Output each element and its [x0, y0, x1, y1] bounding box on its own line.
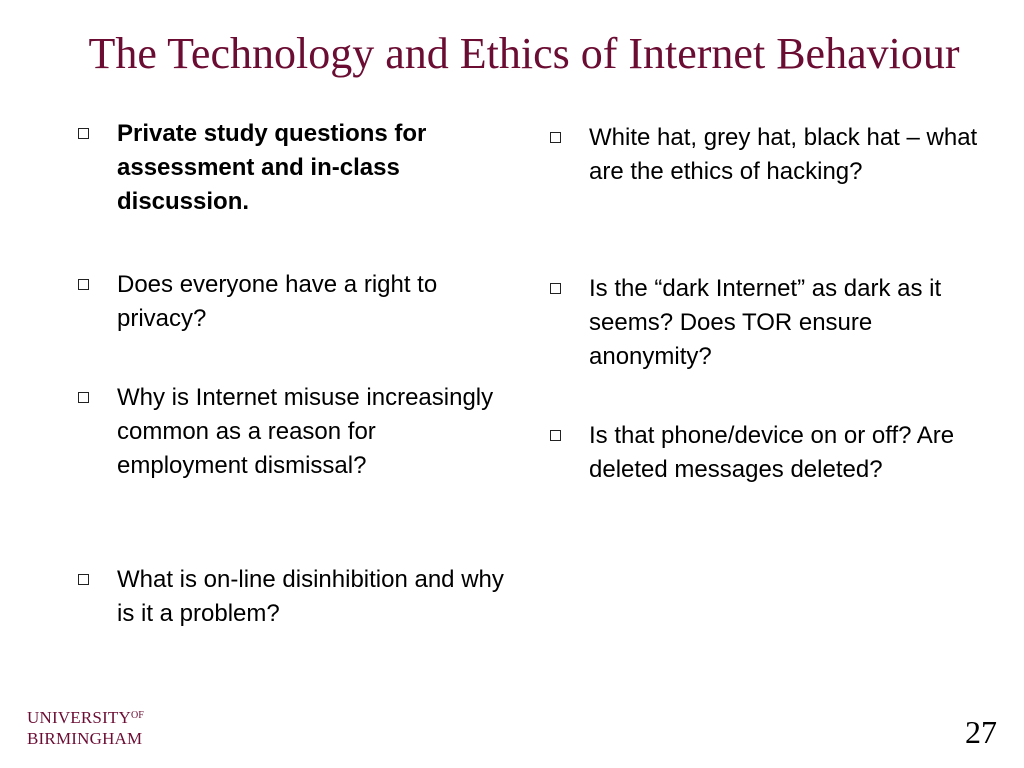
bullet-text: Private study questions for assessment and in-class discussion.	[117, 120, 427, 215]
hollow-square-icon	[78, 128, 89, 139]
bullet-text: White hat, grey hat, black hat – what are the ethics of hacking?	[589, 124, 978, 185]
bullet-text: Is the “dark Internet” as dark as it seems? Does TOR ensure anonymity?	[589, 275, 942, 370]
hollow-square-icon	[550, 132, 561, 143]
hollow-square-icon	[78, 279, 89, 290]
bullet-text: Does everyone have a right to privacy?	[117, 271, 438, 332]
bullet-text: What is on-line disinhibition and why is it a problem?	[117, 566, 504, 627]
bullet-text: Is that phone/device on or off? Are deleted messages deleted?	[589, 422, 955, 483]
hollow-square-icon	[78, 392, 89, 403]
logo-of: OF	[131, 710, 144, 721]
hollow-square-icon	[550, 283, 561, 294]
logo-line-university: UNIVERSITY	[27, 708, 131, 727]
page-number: 27	[965, 714, 997, 750]
hollow-square-icon	[78, 574, 89, 585]
slide-title: The Technology and Ethics of Internet Behaviour	[88, 29, 960, 78]
university-logo	[27, 709, 144, 748]
logo-line-birmingham: BIRMINGHAM	[27, 729, 143, 748]
bullet-text: Why is Internet misuse increasingly common as a reason for employment dismissal?	[117, 384, 494, 479]
hollow-square-icon	[550, 430, 561, 441]
